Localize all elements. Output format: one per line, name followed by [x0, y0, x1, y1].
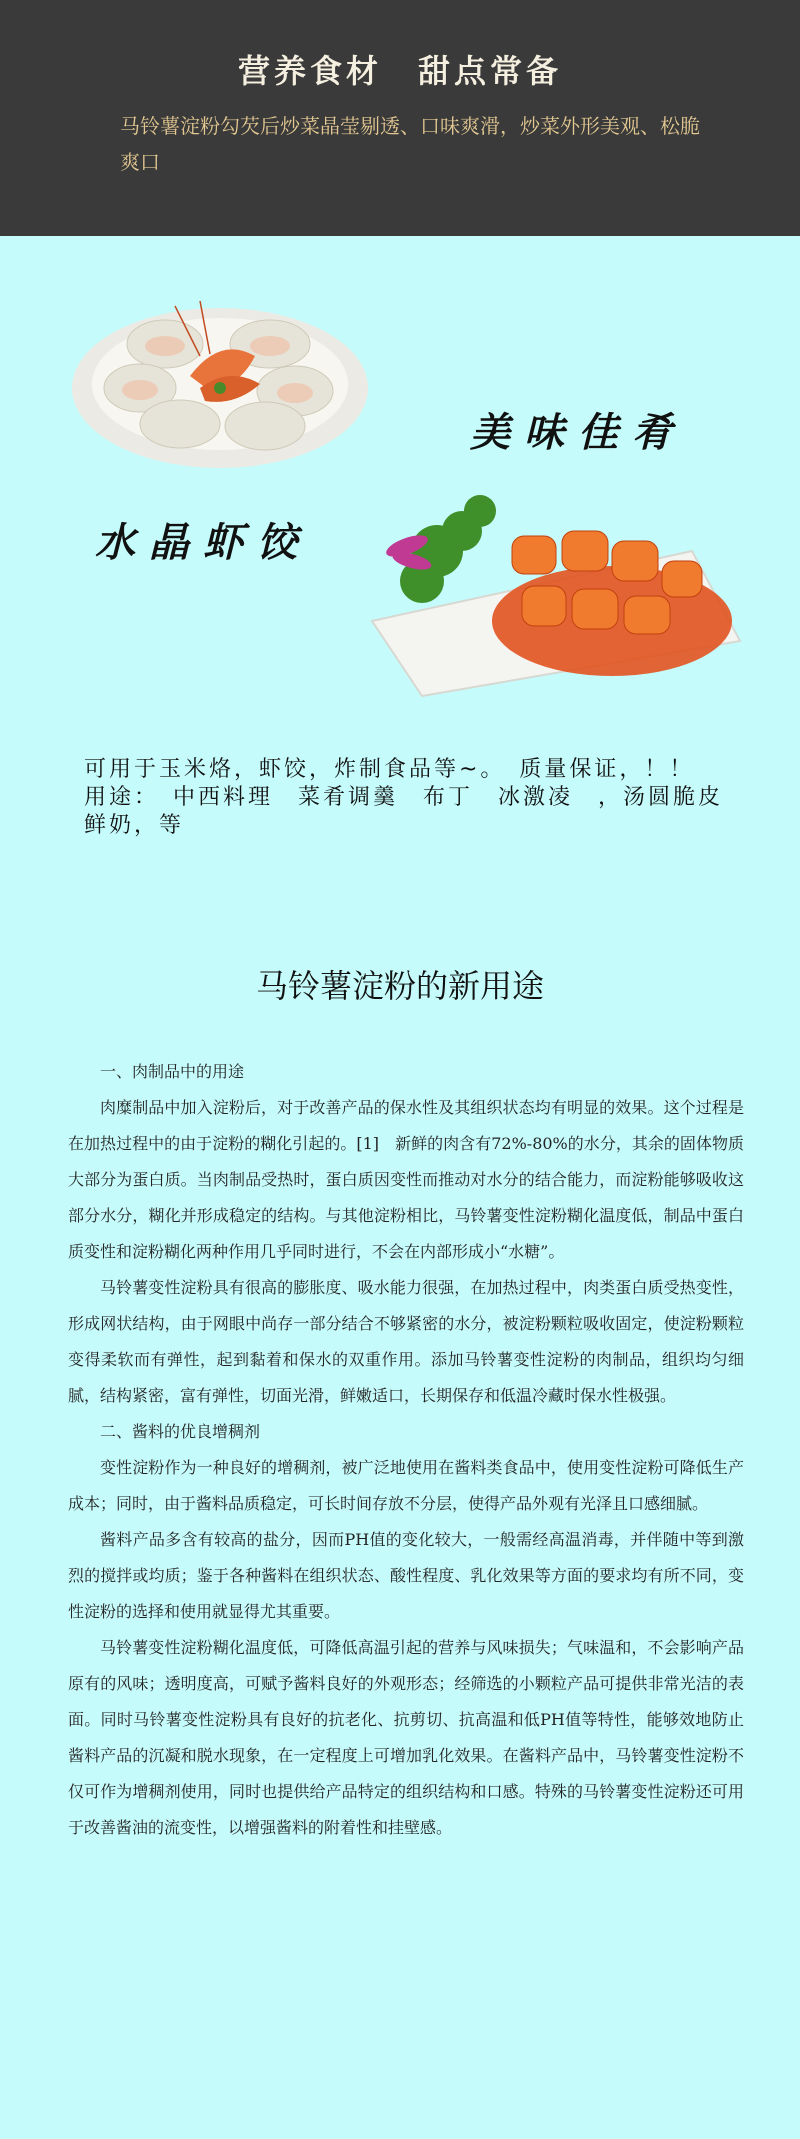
- sweet-sour-dish-image: [362, 491, 744, 701]
- dish-caption: 美味佳肴: [470, 409, 686, 456]
- article-paragraph: 变性淀粉作为一种良好的增稠剂，被广泛地使用在酱料类食品中，使用变性淀粉可降低生产成本；同时，由于酱料品质稳定，可长时间存放不分层，使得产品外观有光泽且口感细腻。: [68, 1458, 744, 1513]
- article-heading-meat: 一、肉制品中的用途: [100, 1062, 245, 1081]
- content-area: [0, 236, 800, 2139]
- article-body: [68, 1054, 744, 1846]
- shrimp-dumplings-image: [70, 296, 370, 471]
- article-paragraph: 酱料产品多含有较高的盐分，因而PH值的变化较大，一般需经高温消毒，并伴随中等到激烈的搅拌或均质；鉴于各种酱料在组织状态、酸性程度、乳化效果等方面的要求均有所不同，变性淀粉的选择和使用就显得尤其重要。: [68, 1530, 744, 1621]
- section-title: 马铃薯淀粉的新用途: [255, 967, 544, 1005]
- dumplings-caption: 水晶虾饺: [95, 519, 311, 566]
- banner-subtitle: 马铃薯淀粉勾芡后炒菜晶莹剔透、口味爽滑，炒菜外形美观、松脆爽口: [120, 114, 700, 174]
- header-banner: [0, 0, 800, 236]
- article-heading-sauce: 二、酱料的优良增稠剂: [100, 1422, 261, 1441]
- article-paragraph: 马铃薯变性淀粉具有很高的膨胀度、吸水能力很强，在加热过程中，肉类蛋白质受热变性，形成网状结构，由于网眼中尚存一部分结合不够紧密的水分，被淀粉颗粒吸收固定，使淀粉颗粒变得柔软而有弹性，起到黏着和保水的双重作用。添加马铃薯变性淀粉的肉制品，组织均匀细腻，结构紧密，富有弹性，切面光滑，鲜嫩适口，长期保存和低温冷藏时保水性极强。: [68, 1278, 744, 1405]
- article-paragraph: 肉糜制品中加入淀粉后，对于改善产品的保水性及其组织状态均有明显的效果。这个过程是在加热过程中的由于淀粉的糊化引起的。[1] 新鲜的肉含有72%-80%的水分，其余的固体物质大部分为蛋白质。当肉制品受热时，蛋白质因变性而推动对水分的结合能力，而淀粉能够吸收这部分水分，糊化并形成稳定的结构。与其他淀粉相比，马铃薯变性淀粉糊化温度低，制品中蛋白质变性和淀粉糊化两种作用几乎同时进行，不会在内部形成小“水糖”。: [68, 1098, 744, 1261]
- banner-title: 营养食材 甜点常备: [237, 52, 562, 90]
- article-paragraph: 马铃薯变性淀粉糊化温度低，可降低高温引起的营养与风味损失；气味温和，不会影响产品原有的风味；透明度高，可赋予酱料良好的外观形态；经筛选的小颗粒产品可提供非常光洁的表面。同时马铃薯变性淀粉具有良好的抗老化、抗剪切、抗高温和低PH值等特性，能够效地防止酱料产品的沉凝和脱水现象，在一定程度上可增加乳化效果。在酱料产品中，马铃薯变性淀粉不仅可作为增稠剂使用，同时也提供给产品特定的组织结构和口感。特殊的马铃薯变性淀粉还可用于改善酱油的流变性，以增强酱料的附着性和挂壁感。: [68, 1638, 744, 1837]
- product-description: 可用于玉米烙，虾饺，炸制食品等~。 质量保证，！！ 用途： 中西料理 菜肴调羹 布丁 冰激凌 ，汤圆脆皮鲜奶，等: [84, 757, 745, 838]
